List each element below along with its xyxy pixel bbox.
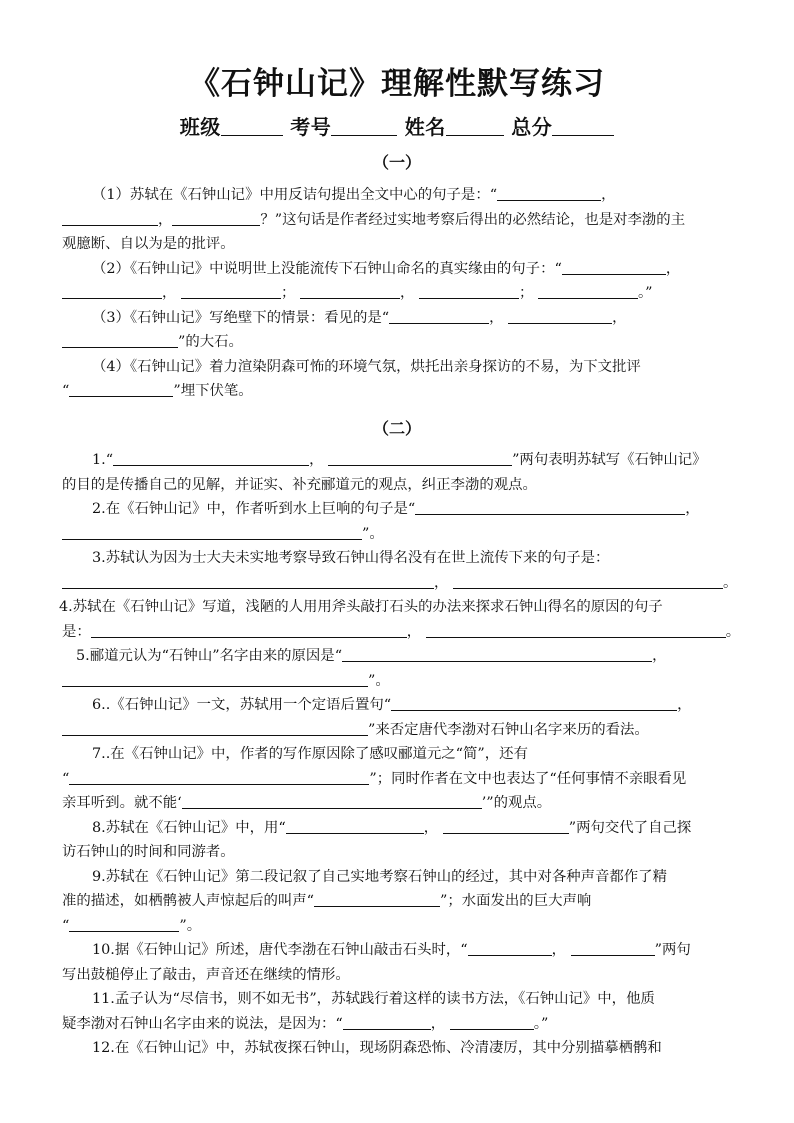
answer-blank[interactable]: [391, 694, 677, 711]
page-title: 《石钟山记》理解性默写练习: [189, 66, 605, 102]
item-5-line-1: 5.郦道元认为“石钟山”名字由来的原因是“ ，: [62, 644, 736, 669]
score-label: 总分: [511, 115, 553, 139]
answer-blank[interactable]: [415, 498, 685, 515]
question-4-line-2: “ ”埋下伏笔。: [62, 379, 736, 404]
item-6-line-1: 6..《石钟山记》一文，苏轼用一个定语后置句“ ，: [62, 693, 736, 718]
item-1-line-2: 的目的是传播自己的见解，并证实、补充郦道元的观点，纠正李渤的观点。: [62, 476, 537, 493]
item-7-line-1: 7..在《石钟山记》中，作者的写作原因除了感叹郦道元之“简”，还有: [92, 746, 528, 762]
answer-blank[interactable]: [328, 449, 512, 466]
answer-blank[interactable]: [443, 817, 569, 834]
item-10-line-1: 10.据《石钟山记》所述，唐代李渤在石钟山敲击石头时，“ ， ”两句: [62, 938, 736, 963]
answer-blank[interactable]: [538, 282, 638, 299]
question-2-line-1: （2）《石钟山记》中说明世上没能流传下石钟山命名的真实缘由的句子：“ ，: [62, 257, 736, 282]
class-blank[interactable]: [221, 117, 283, 136]
question-1-line-3: 观臆断、自以为是的批评。: [62, 236, 235, 252]
answer-blank[interactable]: [508, 307, 612, 324]
number-blank[interactable]: [331, 117, 397, 136]
number-label: 考号: [290, 115, 332, 139]
score-blank[interactable]: [552, 117, 614, 136]
answer-blank[interactable]: [91, 621, 407, 638]
answer-blank[interactable]: [62, 572, 434, 589]
answer-blank[interactable]: [426, 621, 726, 638]
answer-blank[interactable]: [300, 282, 400, 299]
item-11-line-2: 疑李渤对石钟山名字由来的说法，是因为：“ ， 。”: [62, 1012, 736, 1037]
answer-blank[interactable]: [62, 670, 368, 687]
item-8-line-1: 8.苏轼在《石钟山记》中，用“ ， ”两句交代了自己探: [62, 816, 736, 841]
answer-blank[interactable]: [571, 939, 655, 956]
item-10-line-2: 写出鼓槌停止了敲击，声音还在继续的情形。: [62, 966, 350, 983]
answer-blank[interactable]: [172, 209, 260, 226]
item-3-line-2: ， 。: [62, 571, 736, 596]
item-4-line-1: 4.苏轼在《石钟山记》写道，浅陋的人用用斧头敲打石头的办法来探求石钟山得名的原因的句子: [59, 599, 663, 615]
question-2-line-2: ， ； ， ； 。”: [62, 281, 736, 306]
item-12-line-1: 12.在《石钟山记》中，苏轼夜探石钟山，现场阴森恐怖、冷清凄厉，其中分别描摹栖鹘和: [92, 1040, 662, 1056]
answer-blank[interactable]: [389, 307, 489, 324]
question-1-line-1: （1）苏轼在《石钟山记》中用反诘句提出全文中心的句子是：“ ，: [62, 183, 736, 208]
student-info-line: [0, 111, 794, 140]
item-1-line-1: 1.“ ， ”两句表明苏轼写《石钟山记》: [62, 448, 736, 473]
answer-blank[interactable]: [314, 890, 440, 907]
answer-blank[interactable]: [62, 209, 158, 226]
section-two-questions: [59, 448, 741, 1061]
section-heading-one: （一）: [372, 153, 421, 172]
answer-blank[interactable]: [69, 380, 173, 397]
item-3-line-1: 3.苏轼认为因为士大夫未实地考察导致石钟山得名没有在世上流传下来的句子是：: [92, 550, 610, 566]
answer-blank[interactable]: [450, 1013, 534, 1030]
answer-blank[interactable]: [343, 1013, 431, 1030]
answer-blank[interactable]: [419, 282, 519, 299]
answer-blank[interactable]: [286, 817, 424, 834]
question-4-line-1: （4）《石钟山记》着力渲染阴森可怖的环境气氛，烘托出亲身探访的不易，为下文批评: [92, 358, 641, 375]
answer-blank[interactable]: [342, 645, 652, 662]
item-6-line-2: ”来否定唐代李渤对石钟山名字来历的看法。: [62, 718, 736, 743]
item-9-line-1: 9.苏轼在《石钟山记》第二段记叙了自己实地考察石钟山的经过，其中对各种声音都作了精: [92, 868, 667, 885]
item-2-line-1: 2.在《石钟山记》中，作者听到水上巨响的句子是“ ，: [62, 497, 736, 522]
answer-blank[interactable]: [182, 792, 482, 809]
answer-blank[interactable]: [62, 719, 368, 736]
question-1-line-2: ， ？”这句话是作者经过实地考察后得出的必然结论，也是对李渤的主: [62, 208, 736, 233]
answer-blank[interactable]: [497, 184, 601, 201]
answer-blank[interactable]: [453, 572, 723, 589]
item-9-line-3: “ ”。: [62, 914, 736, 939]
answer-blank[interactable]: [113, 449, 309, 466]
section-heading-two: （二）: [372, 419, 421, 438]
answer-blank[interactable]: [181, 282, 281, 299]
item-2-line-2: ”。: [62, 522, 736, 547]
question-3-line-2: ”的大石。: [62, 330, 736, 355]
answer-blank[interactable]: [468, 939, 552, 956]
class-label: 班级: [179, 115, 221, 139]
name-label: 姓名: [404, 115, 446, 139]
item-8-line-2: 访石钟山的时间和同游者。: [62, 844, 235, 860]
answer-blank[interactable]: [69, 915, 179, 932]
item-7-line-2: “ ”；同时作者在文中也表达了“任何事情不亲眼看见: [62, 767, 736, 792]
answer-blank[interactable]: [69, 768, 369, 785]
question-3-line-1: （3）《石钟山记》写绝壁下的情景：看见的是“ ， ，: [62, 306, 736, 331]
answer-blank[interactable]: [62, 523, 362, 540]
name-blank[interactable]: [446, 117, 504, 136]
answer-blank[interactable]: [562, 258, 666, 275]
section-one-questions: [62, 183, 736, 404]
answer-blank[interactable]: [62, 282, 162, 299]
item-9-line-2: 准的描述，如栖鹘被人声惊起后的叫声“ ”；水面发出的巨大声响: [62, 889, 736, 914]
answer-blank[interactable]: [62, 331, 178, 348]
item-7-line-3: 亲耳听到。就不能‘ ’”的观点。: [62, 791, 736, 816]
item-5-line-2: ”。: [62, 669, 736, 694]
item-11-line-1: 11.孟子认为“尽信书，则不如无书”，苏轼践行着这样的读书方法，《石钟山记》中，他质: [92, 991, 655, 1007]
item-4-line-2: 是： ， 。: [62, 620, 736, 645]
